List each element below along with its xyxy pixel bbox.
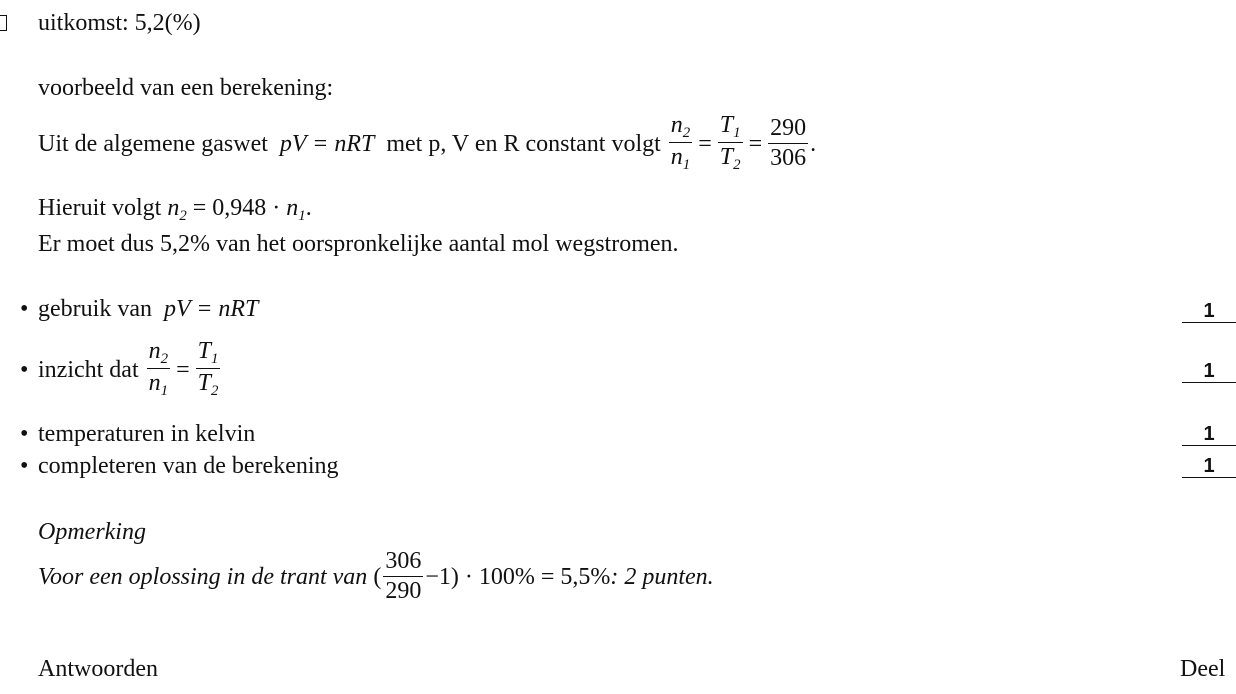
remark-prefix: Voor een oplossing in de trant van bbox=[38, 564, 368, 591]
criterion-2-fraction: $\frac{n_2}{n_1}$ bbox=[148, 338, 169, 400]
n2-symbol: $n_2$ bbox=[167, 195, 187, 225]
hieruit-line: Hieruit volgt $n_2 = 0,948 \cdot n_1$. bbox=[38, 195, 312, 225]
remark-fraction: $\frac{306}{290}$ bbox=[385, 548, 422, 604]
gaswet-formula: pV = nRT bbox=[279, 131, 375, 158]
fraction-t1-t2: $\frac{T_1}{T_2}$ bbox=[719, 112, 741, 174]
voorbeeld-heading: voorbeeld van een berekening: bbox=[38, 75, 334, 101]
criterion-3-score: 1 bbox=[1182, 423, 1236, 446]
criterion-4: • completeren van de berekening bbox=[20, 453, 339, 479]
criterion-2-score: 1 bbox=[1182, 360, 1236, 383]
criterion-2: • inzicht dat $\frac{n_2}{n_1}$ = $\frac{T_1}{T_2}$ bbox=[20, 338, 219, 400]
remark-line: Voor een oplossing in de trant van ( $\frac{306}{290}$ −1) · 100% = 5,5%: 2 punten. bbox=[38, 548, 714, 604]
criterion-4-score: 1 bbox=[1182, 455, 1236, 478]
footer-left: Antwoorden bbox=[38, 656, 158, 682]
n1-symbol: $n_1$ bbox=[286, 195, 306, 225]
remark-suffix: : 2 punten. bbox=[610, 564, 714, 591]
remark-heading: Opmerking bbox=[38, 519, 146, 545]
gaswet-line: Uit de algemene gaswet pV = nRT met p, V en R constant volgt $\frac{n_2}{n_1}$ = $\frac{T_1}{T_2}$ = $\frac{290}{306}$ . bbox=[38, 112, 817, 174]
criterion-1-score: 1 bbox=[1182, 300, 1236, 323]
checkbox-marker bbox=[0, 15, 7, 31]
criterion-1: • gebruik van pV = nRT bbox=[20, 296, 259, 322]
gaswet-prefix: Uit de algemene gaswet bbox=[38, 131, 268, 158]
fraction-290-306: $\frac{290}{306}$ bbox=[770, 114, 807, 171]
hieruit-expr: = 0,948 · bbox=[192, 195, 281, 221]
hieruit-prefix: Hieruit volgt bbox=[38, 195, 162, 221]
gaswet-mid: met p, V en R constant volgt bbox=[386, 131, 661, 158]
footer-right: Deel bbox=[1180, 656, 1226, 682]
conclusion-line: Er moet dus 5,2% van het oorspronkelijke aantal mol wegstromen. bbox=[38, 231, 679, 257]
criterion-3: • temperaturen in kelvin bbox=[20, 421, 256, 447]
uitkomst-line: uitkomst: 5,2(%) bbox=[38, 10, 201, 36]
fraction-n2-n1: $\frac{n_2}{n_1}$ bbox=[670, 112, 691, 174]
remark-expr: −1) · 100% = 5,5% bbox=[425, 564, 611, 591]
